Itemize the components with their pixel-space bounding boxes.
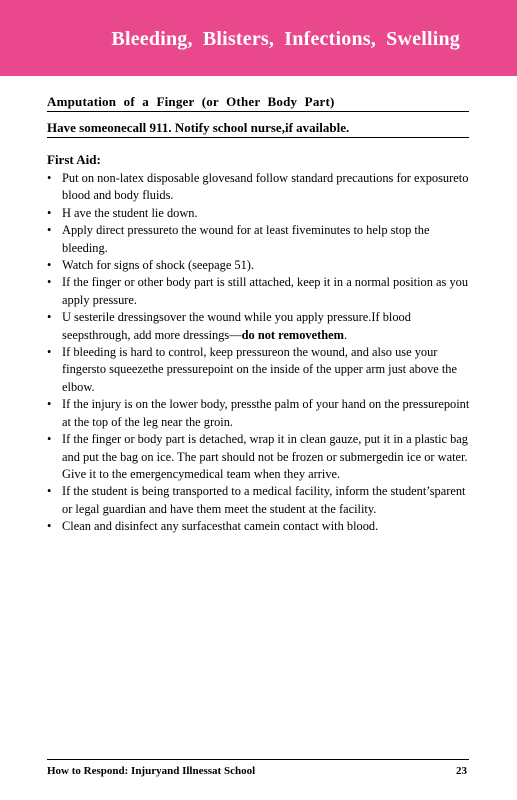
step-text: H ave the student lie down.	[62, 205, 198, 220]
bullet-icon: •	[47, 258, 52, 273]
header-banner	[0, 0, 517, 76]
footer-rule	[47, 759, 469, 760]
step-text: If bleeding is hard to control, keep pressureon the wound, and also use your fingersto squeezethe pressurepoint on the inside of the upper arm just above the elbow.	[62, 345, 458, 394]
section-title: Amputation of a Finger (or Other Body Part)	[47, 94, 335, 109]
bullet-icon: •	[47, 223, 52, 238]
step-text: If the finger or other body part is still attached, keep it in a normal position as you apply pressure.	[62, 275, 469, 307]
list-item	[47, 274, 472, 309]
step-text: If the student is being transported to a medical facility, inform the student’sparent or legal guardian and have them meet the student at the facility.	[62, 484, 466, 516]
step-text: Clean and disinfect any surfacesthat camein contact with blood.	[62, 519, 379, 534]
list-item	[47, 257, 472, 274]
step-text: U sesterile dressingsover the wound while you apply pressure.If blood seepsthrough, add more dressings—	[62, 310, 411, 342]
step-text: If the injury is on the lower body, pressthe palm of your hand on the pressurepoint at the top of the leg near the groin.	[62, 397, 470, 429]
bullet-icon: •	[47, 345, 52, 360]
instruction-rule	[47, 137, 469, 138]
list-item	[47, 344, 472, 396]
step-text: If the finger or body part is detached, wrap it in clean gauze, put it in a plastic bag and put the bag on ice. The part should not be frozen or submergedin ice or water. Give it to the emergencymedical team when they arrive.	[62, 432, 468, 481]
first-aid-heading: First Aid:	[47, 152, 101, 167]
section-title-rule	[47, 111, 469, 112]
list-item	[47, 431, 472, 483]
list-item	[47, 396, 472, 431]
page-title: Bleeding, Blisters, Infections, Swelling	[111, 28, 460, 50]
bullet-icon: •	[47, 310, 52, 325]
step-text: Watch for signs of shock (seepage 51).	[62, 258, 255, 273]
step-text: Apply direct pressureto the wound for at least fiveminutes to help stop the bleeding.	[62, 223, 430, 255]
bullet-icon: •	[47, 519, 52, 534]
bullet-icon: •	[47, 397, 52, 412]
list-item	[47, 483, 472, 518]
page-number: 23	[456, 765, 467, 777]
step-text: Put on non-latex disposable glovesand follow standard precautions for exposureto blood and body fluids.	[62, 171, 469, 203]
list-item	[47, 309, 472, 344]
step-text-end: .	[343, 327, 348, 342]
footer-title: How to Respond: Injuryand Illnessat School	[47, 765, 256, 777]
first-aid-steps	[47, 170, 472, 536]
bullet-icon: •	[47, 432, 52, 447]
bullet-icon: •	[47, 484, 52, 499]
emergency-instruction: Have someonecall 911. Notify school nurse,if available.	[47, 120, 350, 135]
list-item	[47, 205, 472, 222]
step-emphasis: do not removethem	[241, 327, 344, 342]
bullet-icon: •	[47, 171, 52, 185]
bullet-icon: •	[47, 275, 52, 290]
bullet-icon: •	[47, 205, 52, 220]
list-item	[47, 170, 472, 205]
list-item	[47, 222, 472, 257]
list-item	[47, 518, 472, 535]
